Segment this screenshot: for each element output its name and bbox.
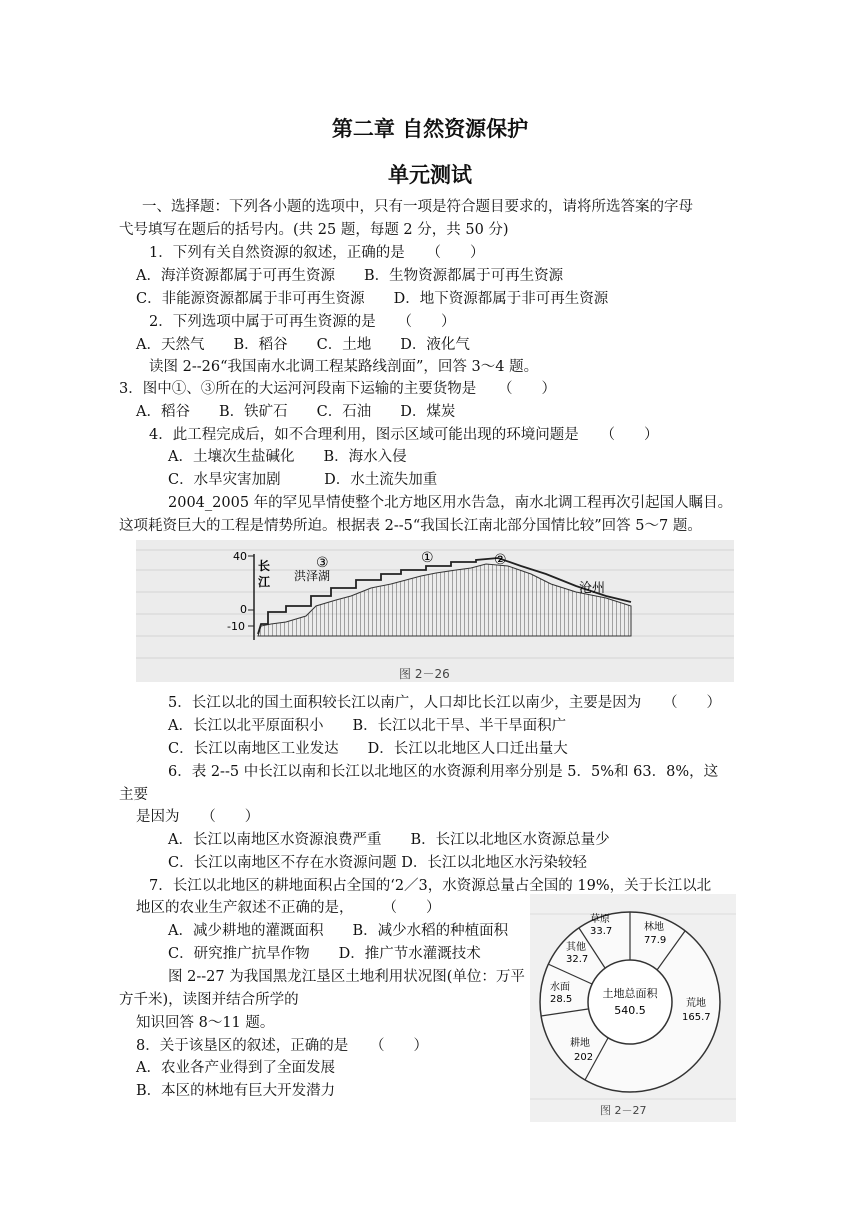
figure-2-26-caption: 图 2－26 (399, 667, 450, 681)
label-changjiang-1: 长 (258, 559, 271, 573)
marker-2: ② (494, 552, 507, 568)
read-fig227-line1: 图 2--27 为我国黑龙江垦区土地利用状况图(单位：万平 (168, 969, 525, 985)
q2-stem: 2．下列选项中属于可再生资源的是 （ ） (149, 314, 456, 330)
section-intro-line2: 弋号填写在题后的括号内。(共 25 题，每题 2 分，共 50 分) (119, 222, 509, 238)
y-tick-40: 40 (233, 550, 247, 563)
segment-wasteland-name: 荒地 (686, 998, 706, 1009)
read-fig227-line2: 方千米)，读图并结合所学的 (119, 992, 299, 1008)
segment-farmland-name: 耕地 (570, 1038, 590, 1049)
marker-3: ③ (316, 555, 329, 571)
q5-stem: 5．长江以北的国土面积较长江以南广，人口却比长江以南少，主要是因为 （ ） (168, 695, 721, 711)
chapter-title: 第二章 自然资源保护 (331, 117, 529, 141)
q7-stem-line2: 地区的农业生产叙述不正确的是， （ ） (136, 900, 441, 916)
segment-forest-name: 林地 (644, 922, 664, 933)
q3-options: A．稻谷 B．铁矿石 C．石油 D．煤炭 (136, 404, 456, 420)
q5-options-ab: A．长江以北平原面积小 B．长江以北干旱、半干旱面积广 (168, 718, 567, 734)
label-cangzhou: 沧州 (579, 581, 606, 596)
q7-stem-line1: 7．长江以北地区的耕地面积占全国的‘2／3，水资源总量占全国的 19%，关于长江以北 (149, 878, 712, 894)
q2-options: A．天然气 B．稻谷 C．土地 D．液化气 (136, 337, 470, 353)
q4-options-cd: C．水旱灾害加剧 D．水土流失加重 (168, 472, 438, 488)
q8-stem: 8．关于该垦区的叙述，正确的是 （ ） (136, 1038, 428, 1054)
segment-other-value: 32.7 (566, 954, 589, 965)
q3-stem: 3．图中①、③所在的大运河河段南下运输的主要货物是 （ ） (119, 381, 556, 397)
q5-options-cd: C．长江以南地区工业发达 D．长江以北地区人口迁出量大 (168, 741, 568, 757)
segment-farmland-value: 202 (574, 1052, 594, 1063)
figure-2-27-svg (530, 894, 736, 1122)
center-value: 540.5 (614, 1004, 646, 1017)
q4-options-ab: A．土壤次生盐碱化 B．海水入侵 (168, 449, 407, 465)
segment-forest-value: 77.9 (644, 935, 667, 946)
q1-options-ab: A．海洋资源都属于可再生资源 B．生物资源都属于可再生资源 (136, 268, 564, 284)
q6-stem-line3: 是因为 （ ） (136, 809, 260, 825)
figure-2-27-caption: 图 2－27 (600, 1104, 647, 1117)
y-tick-neg10: -10 (227, 620, 245, 633)
q8-option-b: B．本区的林地有巨大开发潜力 (136, 1083, 336, 1099)
segment-other-name: 其他 (566, 942, 586, 953)
q4-stem: 4．此工程完成后，如不合理利用，图示区域可能出现的环境问题是 （ ） (149, 427, 659, 443)
q1-options-cd: C．非能源资源都属于非可再生资源 D．地下资源都属于非可再生资源 (136, 291, 609, 307)
q6-stem-line1: 6．表 2--5 中长江以南和长江以北地区的水资源利用率分别是 5．5%和 63．8%，这 (168, 764, 719, 780)
q7-options-cd: C．研究推广抗旱作物 D．推广节水灌溉技术 (168, 946, 481, 962)
figure-2-26-svg (136, 540, 734, 682)
q1-stem: 1．下列有关自然资源的叙述，正确的是 （ ） (149, 245, 485, 261)
q8-option-a: A．农业各产业得到了全面发展 (136, 1060, 335, 1076)
segment-grassland-value: 33.7 (590, 926, 613, 937)
label-hongze: 洪泽湖 (294, 569, 331, 583)
q7-options-ab: A．减少耕地的灌溉面积 B．减少水稻的种植面积 (168, 923, 509, 939)
section-intro-line1: 一、选择题：下列各小题的选项中，只有一项是符合题目要求的，请将所选答案的字母 (142, 199, 693, 215)
y-tick-0: 0 (240, 603, 247, 616)
q6-stem-line2: 主要 (119, 787, 148, 803)
marker-1: ① (421, 550, 434, 566)
segment-water-value: 28.5 (550, 994, 573, 1005)
center-label: 土地总面积 (602, 987, 658, 1000)
figure-2-27 (530, 894, 736, 1122)
segment-water-name: 水面 (550, 982, 570, 993)
label-changjiang-2: 江 (258, 575, 271, 589)
q6-options-ab: A．长江以南地区水资源浪费严重 B．长江以北地区水资源总量少 (168, 832, 610, 848)
passage-line2: 这项耗资巨大的工程是情势所迫。根据表 2--5“我国长江南北部分国情比较”回答 5～7 题。 (119, 518, 702, 534)
read-fig227-line3: 知识回答 8～11 题。 (136, 1015, 275, 1031)
segment-wasteland-value: 165.7 (682, 1012, 711, 1023)
passage-line1: 2004_2005 年的罕见旱情使整个北方地区用水告急，南水北调工程再次引起国人瞩目。 (168, 495, 733, 511)
read-fig226-instruction: 读图 2--26“我国南水北调工程某路线剖面”，回答 3～4 题。 (149, 359, 539, 375)
unit-title: 单元测试 (388, 163, 472, 187)
q6-options-cd: C．长江以南地区不存在水资源问题 D．长江以北地区水污染较轻 (168, 855, 587, 871)
figure-2-26 (136, 540, 734, 682)
inner-circle (588, 960, 672, 1044)
segment-grassland-name: 草原 (590, 914, 610, 925)
